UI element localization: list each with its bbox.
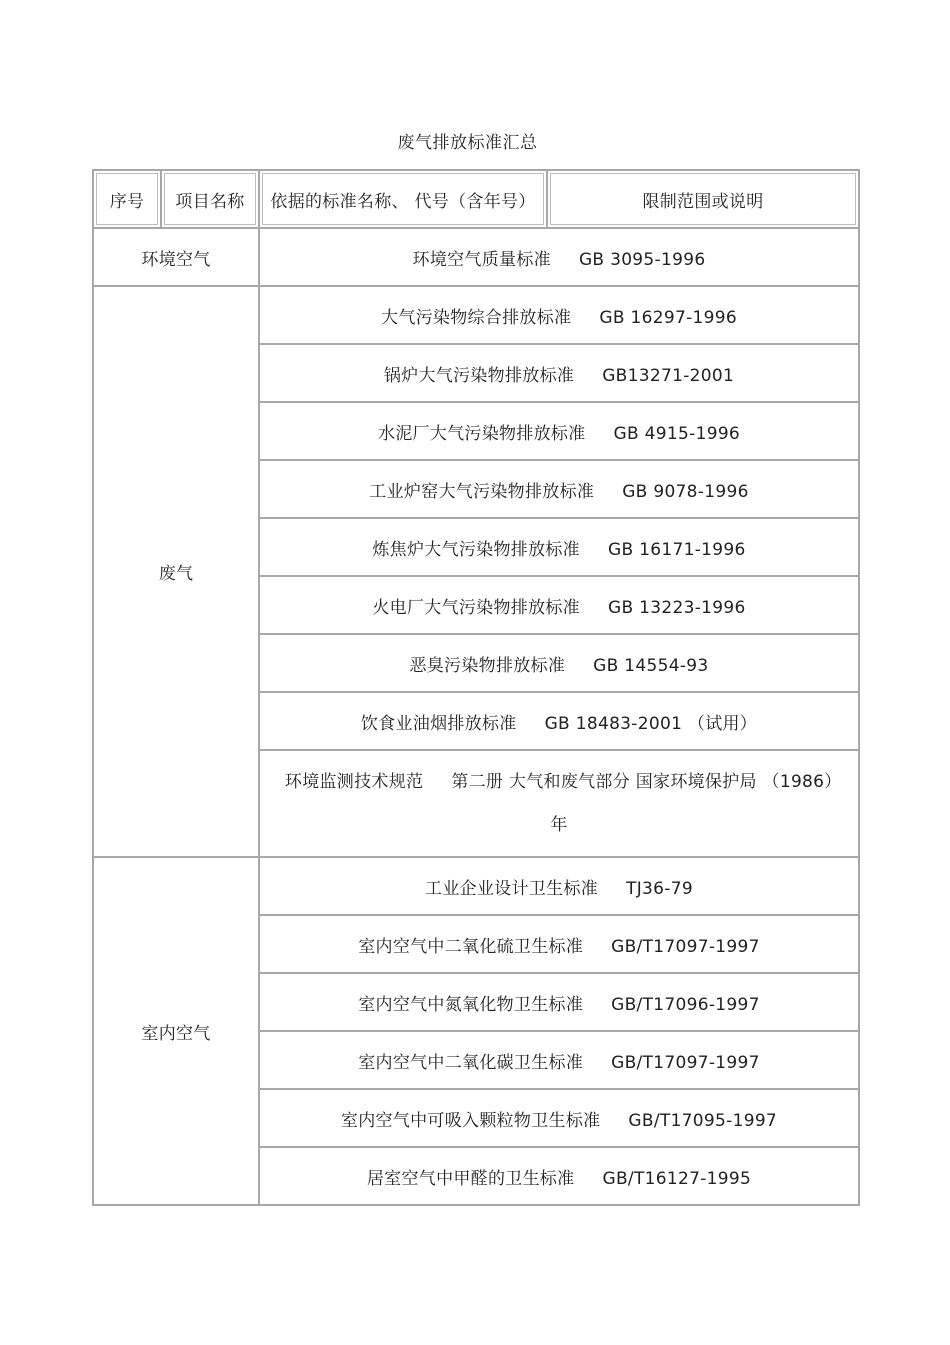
standard-name: 工业企业设计卫生标准 <box>425 878 599 899</box>
standard-code: GB 9078-1996 <box>622 481 749 502</box>
standards-table <box>92 169 860 1206</box>
standard-name: 室内空气中二氧化碳卫生标准 <box>358 1052 584 1073</box>
standard-cell <box>260 1148 860 1206</box>
standard-code: TJ36-79 <box>626 878 693 899</box>
standard-code: GB/T17096-1997 <box>611 994 760 1015</box>
standard-cell <box>260 577 860 635</box>
standard-cell <box>260 858 860 916</box>
category-cell: 废气 <box>94 287 260 858</box>
standard-name: 室内空气中二氧化硫卫生标准 <box>358 936 584 957</box>
standard-code: GB13271-2001 <box>602 365 735 386</box>
standard-cell <box>260 916 860 974</box>
category-cell: 环境空气 <box>94 229 260 287</box>
standard-name: 恶臭污染物排放标准 <box>409 655 566 676</box>
standard-name: 室内空气中可吸入颗粒物卫生标准 <box>340 1110 601 1131</box>
standard-name: 锅炉大气污染物排放标准 <box>383 365 575 386</box>
standard-cell <box>260 403 860 461</box>
standard-name: 火电厂大气污染物排放标准 <box>372 597 580 618</box>
standard-code: GB 13223-1996 <box>607 597 746 618</box>
table-row <box>94 858 860 916</box>
standard-name: 居室空气中甲醛的卫生标准 <box>366 1168 575 1189</box>
header-serial: 序号 <box>94 171 162 229</box>
standard-cell <box>260 519 860 577</box>
standard-code: GB/T17095-1997 <box>628 1110 778 1131</box>
header-standard-name: 依据的标准名称、 代号（含年号） <box>260 171 548 229</box>
standard-name: 饮食业油烟排放标准 <box>360 713 517 734</box>
standard-code: GB 4915-1996 <box>613 423 741 444</box>
standard-code: GB/T16127-1995 <box>602 1168 752 1189</box>
page-title: 废气排放标准汇总 <box>397 133 538 153</box>
standard-cell <box>260 229 860 287</box>
table-header-row <box>94 171 860 229</box>
category-cell: 室内空气 <box>94 858 260 1206</box>
standard-code: GB 16297-1996 <box>599 307 737 328</box>
header-project-name: 项目名称 <box>162 171 260 229</box>
standard-name: 室内空气中氮氧化物卫生标准 <box>358 994 584 1015</box>
table-row <box>94 287 860 345</box>
standard-cell <box>260 974 860 1032</box>
standard-code: GB 14554-93 <box>593 655 709 676</box>
standard-cell <box>260 287 860 345</box>
standard-name: 炼焦炉大气污染物排放标准 <box>372 539 580 560</box>
standard-name: 环境空气质量标准 <box>412 249 551 270</box>
header-scope: 限制范围或说明 <box>548 171 860 229</box>
standard-name: 环境监测技术规范 <box>284 771 424 792</box>
table-row <box>94 229 860 287</box>
standard-cell <box>260 635 860 693</box>
standard-cell <box>260 751 860 858</box>
standard-code: 第二册 大气和废气部分 国家环境保护局 （1986）年 <box>451 771 834 835</box>
standard-code: GB/T17097-1997 <box>611 1052 760 1073</box>
standard-code: GB 16171-1996 <box>607 539 746 560</box>
standard-cell <box>260 1032 860 1090</box>
standard-name: 大气污染物综合排放标准 <box>381 307 572 328</box>
standard-cell <box>260 345 860 403</box>
standard-code: GB/T17097-1997 <box>611 936 760 957</box>
standard-code: GB 3095-1996 <box>578 249 706 270</box>
standard-code: GB 18483-2001 （试用） <box>544 713 758 734</box>
standard-name: 水泥厂大气污染物排放标准 <box>377 423 586 444</box>
standard-cell <box>260 1090 860 1148</box>
standard-cell <box>260 461 860 519</box>
standard-name: 工业炉窑大气污染物排放标准 <box>369 481 595 502</box>
standard-cell <box>260 693 860 751</box>
